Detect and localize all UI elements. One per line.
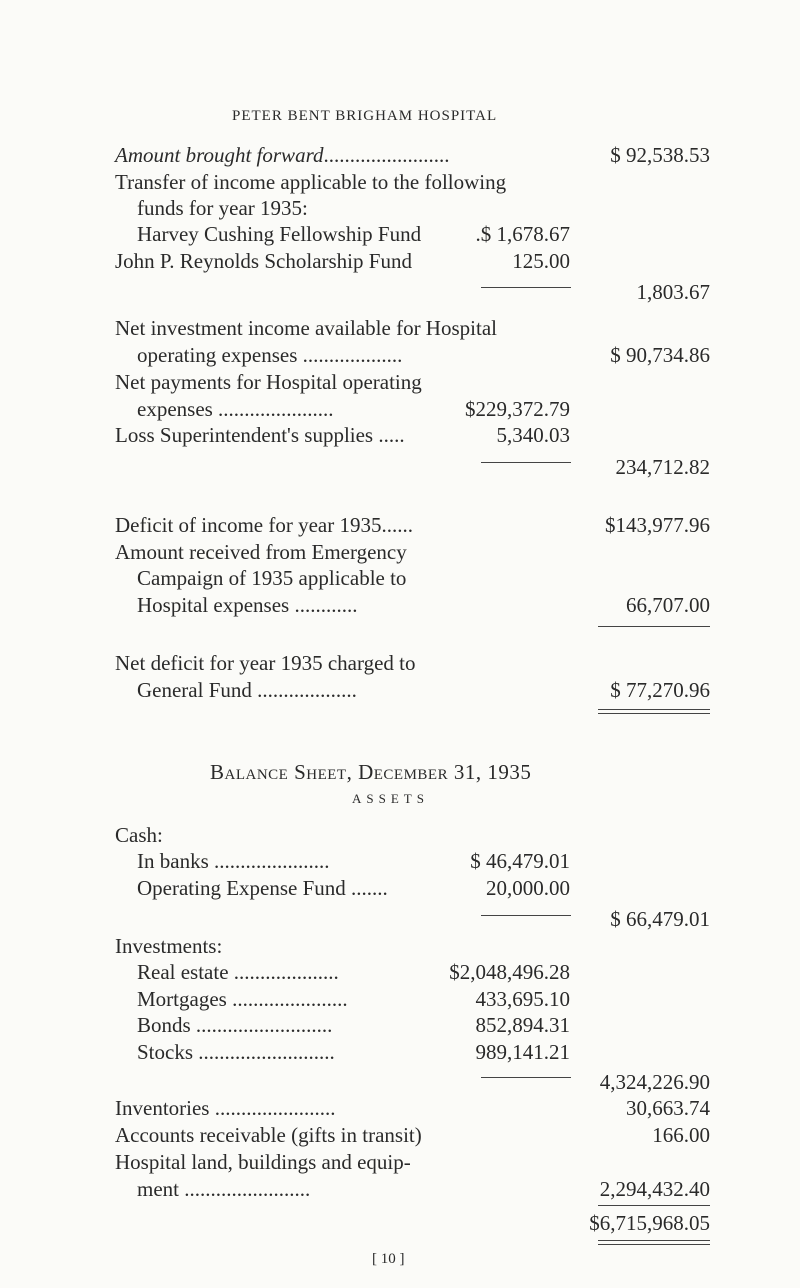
mortgages-value: 433,695.10: [475, 987, 570, 1011]
superintendent-value: 5,340.03: [496, 423, 570, 447]
subtotal-rule: [481, 1077, 571, 1078]
net-payments-value: $229,372.79: [465, 397, 570, 421]
total-rule: [598, 1205, 710, 1206]
emergency-label-1: Amount received from Emergency: [115, 540, 407, 564]
banks-label: In banks ......................: [137, 849, 330, 873]
stocks-label: Stocks ..........................: [137, 1040, 335, 1064]
operating-fund-label: Operating Expense Fund .......: [137, 876, 388, 900]
emergency-value: 66,707.00: [626, 593, 710, 617]
receivable-value: 166.00: [652, 1123, 710, 1147]
subtotal-rule: [481, 915, 571, 916]
net-deficit-value: $ 77,270.96: [610, 678, 710, 702]
double-rule-bottom: [598, 1244, 710, 1245]
brought-forward-label: Amount brought forward........................: [115, 143, 450, 167]
net-payments-label-1: Net payments for Hospital operating: [115, 370, 422, 394]
cash-label: Cash:: [115, 823, 163, 847]
operating-fund-value: 20,000.00: [486, 876, 570, 900]
deficit-label: Deficit of income for year 1935......: [115, 513, 413, 537]
net-deficit-label-2: General Fund ...................: [137, 678, 357, 702]
transfer-total: 1,803.67: [636, 280, 710, 304]
land-value: 2,294,432.40: [599, 1177, 710, 1201]
running-header: PETER BENT BRIGHAM HOSPITAL: [232, 108, 498, 124]
transfer-label-1: Transfer of income applicable to the following: [115, 170, 507, 194]
cash-total: $ 66,479.01: [610, 907, 710, 931]
investments-total: 4,324,226.90: [599, 1070, 710, 1094]
brought-forward-value: $ 92,538.53: [610, 143, 710, 167]
land-label-1: Hospital land, buildings and equip-: [115, 1150, 411, 1174]
mortgages-label: Mortgages ......................: [137, 987, 348, 1011]
investments-label: Investments:: [115, 934, 223, 958]
harvey-label: Harvey Cushing Fellowship Fund: [137, 222, 422, 246]
superintendent-label: Loss Superintendent's supplies .....: [115, 423, 405, 447]
stocks-value: 989,141.21: [475, 1040, 570, 1064]
inventories-label: Inventories .......................: [115, 1096, 336, 1120]
net-deficit-label-1: Net deficit for year 1935 charged to: [115, 651, 416, 675]
double-rule-bottom: [598, 713, 710, 714]
double-rule-top: [598, 1240, 710, 1241]
grand-total: $6,715,968.05: [589, 1211, 710, 1235]
harvey-value: .$ 1,678.67: [475, 222, 570, 246]
emergency-label-3: Hospital expenses ............: [137, 593, 358, 617]
net-investment-label-2: operating expenses ...................: [137, 343, 403, 367]
total-rule: [598, 626, 710, 627]
real-estate-label: Real estate ....................: [137, 960, 339, 984]
receivable-label: Accounts receivable (gifts in transit): [115, 1123, 422, 1147]
reynolds-label: John P. Reynolds Scholarship Fund: [115, 249, 412, 273]
balance-sheet-title: Balance Sheet, December 31, 1935: [210, 760, 532, 784]
subtotal-rule: [481, 462, 571, 463]
real-estate-value: $2,048,496.28: [449, 960, 570, 984]
net-investment-value: $ 90,734.86: [610, 343, 710, 367]
page-number: [ 10 ]: [372, 1251, 405, 1267]
inventories-value: 30,663.74: [626, 1096, 710, 1120]
bonds-label: Bonds ..........................: [137, 1013, 333, 1037]
subtotal-rule: [481, 287, 571, 288]
bonds-value: 852,894.31: [475, 1013, 570, 1037]
transfer-label-2: funds for year 1935:: [137, 196, 308, 220]
banks-value: $ 46,479.01: [470, 849, 570, 873]
emergency-label-2: Campaign of 1935 applicable to: [137, 566, 407, 590]
net-investment-label-1: Net investment income available for Hospital: [115, 316, 497, 340]
net-payments-label-2: expenses ......................: [137, 397, 334, 421]
deficit-value: $143,977.96: [605, 513, 710, 537]
reynolds-value: 125.00: [512, 249, 570, 273]
payments-total: 234,712.82: [615, 455, 710, 479]
assets-heading: ASSETS: [352, 791, 429, 806]
land-label-2: ment ........................: [137, 1177, 311, 1201]
double-rule-top: [598, 709, 710, 710]
